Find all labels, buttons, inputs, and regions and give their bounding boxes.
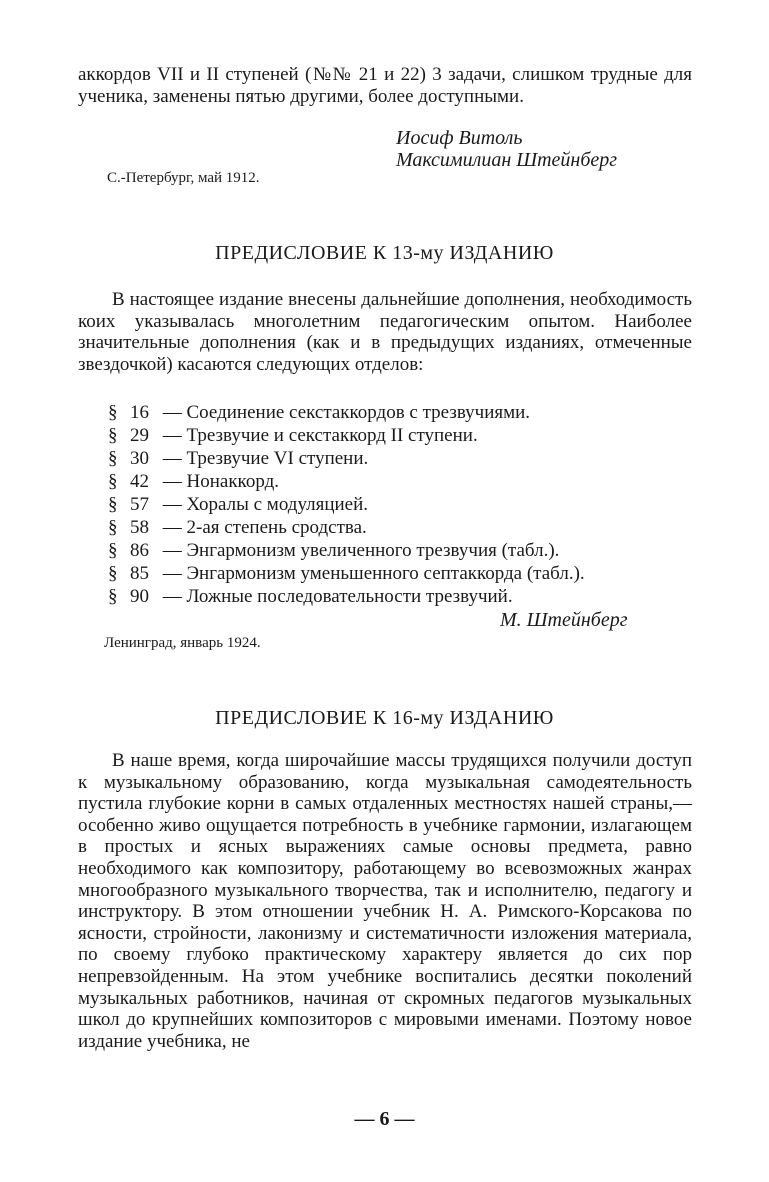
signature-steinberg: М. Штейнберг <box>500 609 628 631</box>
list-item: § 58 — 2-ая степень сродства. <box>108 517 367 538</box>
paragraph-16th-edition: В наше время, когда широчайшие массы трудящихся получили доступ к музыкальному образованию, когда музыкальная самодеятельность пустила глубокие корни в самых отдаленных местностях нашей страны,— особенно живо ощущается потребность в учебнике гармонии, излагающем в простых и ясных выражениях самые основы предмета, равно необходимого как композитору, работающему во всевозможных жанрах многообразного музыкального творчества, так и исполнителю, педагогу и инструктору. В этом отношении учебник Н. А. Римского-Корсакова по ясности, стройности, лаконизму и систематичности изложения материала, по своему глубоко практическому характеру является до сих пор непревзойденным. На этом учебнике воспитались десятки поколений музыкальных работников, начиная от скромных педагогов музыкальных школ до крупнейших композиторов с мировыми именами. Поэтому новое издание учебника, не <box>78 750 692 1052</box>
list-item: § 29 — Трезвучие и секстаккорд II ступени. <box>108 425 478 446</box>
dateline-petersburg: С.-Петербург, май 1912. <box>107 170 260 186</box>
list-item: § 57 — Хоралы с модуляцией. <box>108 494 369 515</box>
list-item: § 90 — Ложные последовательности трезвучий. <box>108 586 513 607</box>
list-item: § 16 — Соединение секстаккордов с трезвучиями. <box>108 402 531 423</box>
signature-vitol: Иосиф Витоль <box>396 127 523 149</box>
page-number: — 6 — <box>354 1108 415 1130</box>
dateline-leningrad: Ленинград, январь 1924. <box>104 635 261 651</box>
top-paragraph: аккордов VII и II ступеней (№№ 21 и 22) 3 задачи, слишком трудные для ученика, заменены пятью другими, более доступными. <box>78 64 692 107</box>
heading-16th-edition: ПРЕДИСЛОВИЕ К 16-му ИЗДАНИЮ <box>215 707 554 729</box>
sections-list <box>108 401 585 608</box>
paragraph-13th-edition: В настоящее издание внесены дальнейшие дополнения, необходимость коих указывалась многолетним педагогическим опытом. Наиболее значительные дополнения (как и в предыдущих изданиях, отмеченные звездочкой) касаются следующих отделов: <box>78 289 692 375</box>
heading-13th-edition: ПРЕДИСЛОВИЕ К 13-му ИЗДАНИЮ <box>215 242 554 264</box>
signature-steinberg-full: Максимилиан Штейнберг <box>396 149 618 171</box>
list-item: § 30 — Трезвучие VI ступени. <box>108 448 369 469</box>
list-item: § 86 — Энгармонизм увеличенного трезвучия (табл.). <box>108 540 560 561</box>
list-item: § 42 — Нонаккорд. <box>108 471 279 492</box>
list-item: § 85 — Энгармонизм уменьшенного септаккорда (табл.). <box>108 563 585 584</box>
